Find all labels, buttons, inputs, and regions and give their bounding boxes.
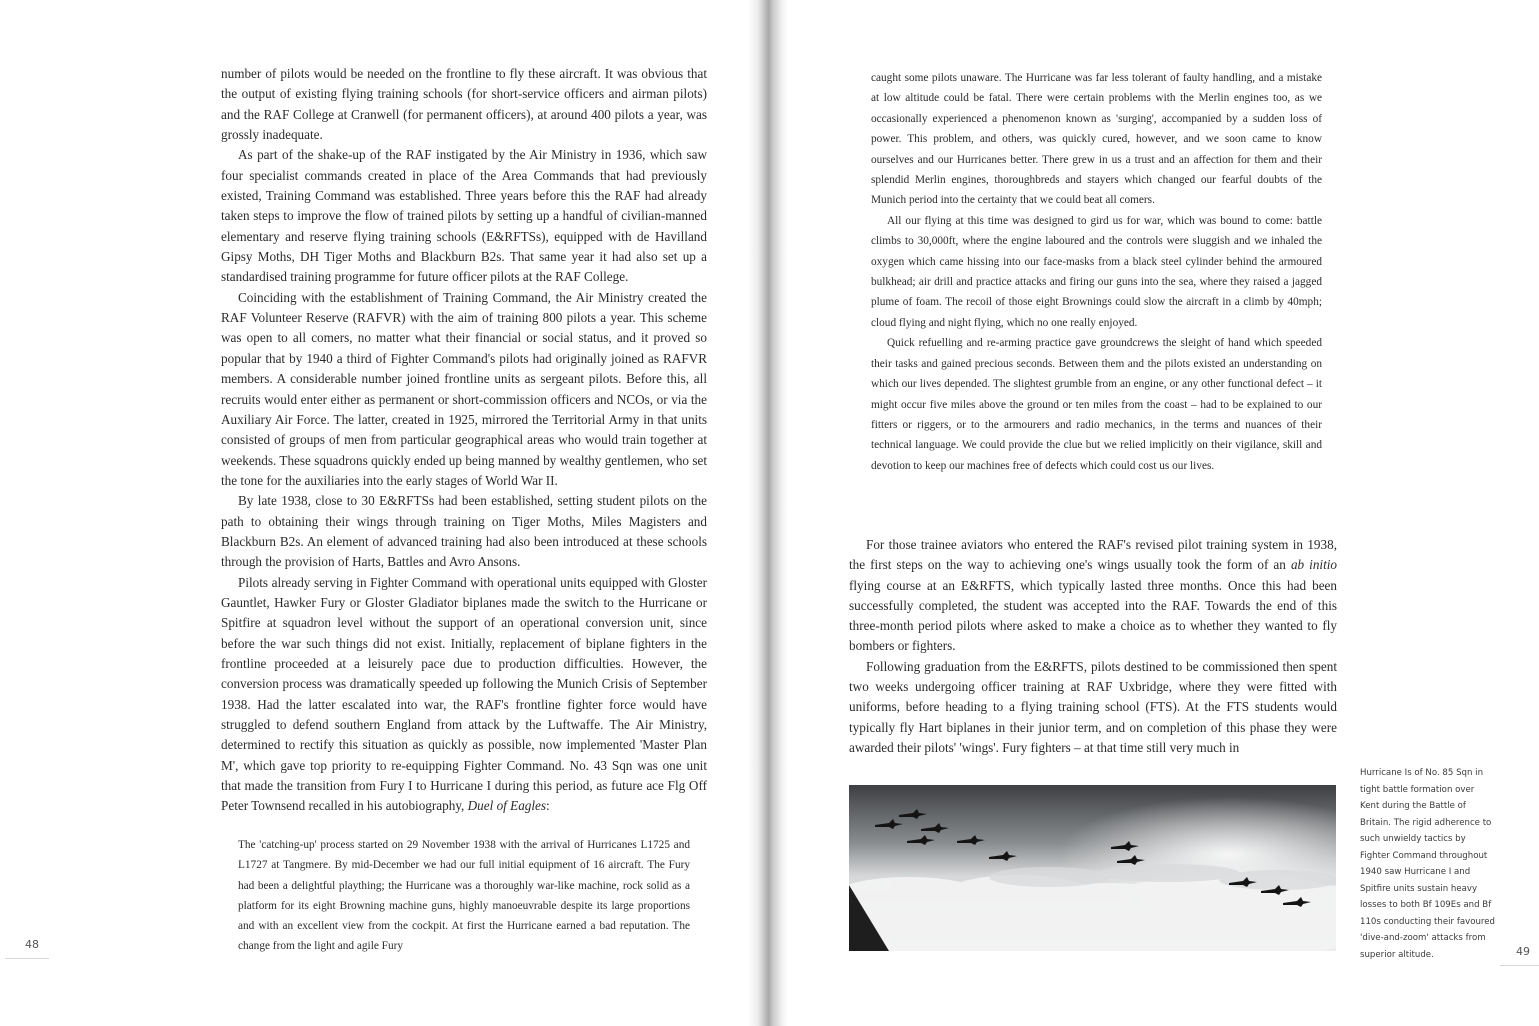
right-body-text [849,535,1337,758]
page-number-left: 48 [25,938,39,951]
book-title-suffix: : [546,798,550,814]
photo-caption: Hurricane Is of No. 85 Sqn in tight battle formation over Kent during the Battle of Britain. The rigid adherence to such unwieldy tactics by Fighter Command throughout 1940 saw Hurricane I and Spitfire units sustain heavy losses to both Bf 109Es and Bf 110s conducting their favoured 'dive-and-zoom' attacks from superior altitude. [1360,768,1495,960]
quote-paragraph: caught some pilots unaware. The Hurricane was far less tolerant of faulty handling, and a mistake at low altitude could be fatal. There were certain problems with the Merlin engines too, as we occasionally experienced a phenomenon known as 'surging', accompanied by a sudden loss of power. This problem, and others, was quickly cured, however, and we soon came to know ourselves and our Hurricanes better. There grew in us a trust and an affection for them and their splendid Merlin engines, thoroughbreds and stayers which changed our fearful doubts of the Munich period into the certainty that we could beat all comers. [871,72,1322,207]
photo-illustration [849,785,1336,951]
italic-term: ab initio [1290,557,1338,573]
left-body-text [221,64,707,817]
book-title: Duel of Eagles [467,798,547,814]
quote-paragraph: The 'catching-up' process started on 29 November 1938 with the arrival of Hurricanes L1725 and L1727 at Tangmere. By mid-December we had our full initial equipment of 16 aircraft. The Fury had been a delightful plaything; the Hurricane was a thoroughly war-like machine, rock solid as a platform for its eight Browning machine guns, highly manoeuvrable despite its large proportions and with an excellent view from the cockpit. At first the Hurricane earned a bad reputation. The change from the light and agile Fury [238,839,690,953]
body-paragraph: As part of the shake-up of the RAF instigated by the Air Ministry in 1936, which saw four specialist commands created in place of the Area Commands that had previously existed, Training Command was established. Three years before this the RAF had already taken steps to improve the flow of trained pilots by setting up a handful of civilian-manned elementary and reserve flying training schools (E&RFTSs), equipped with de Havilland Gipsy Moths, DH Tiger Moths and Blackburn B2s. That same year it had also set up a standardised training programme for future officer pilots at the RAF College. [221,147,707,285]
body-paragraph: number of pilots would be needed on the frontline to fly these aircraft. It was obvious that the output of existing flying training schools (for short-service officers and airman pilots) and the RAF College at Cranwell (for permanent officers), at around 400 pilots a year, was grossly inadequate. [221,66,707,143]
body-paragraph [849,535,1337,657]
right-block-quote [871,68,1322,476]
body-text-run: flying course at an E&RFTS, which typically lasted three months. Once this had been successfully completed, the student was accepted into the RAF. Towards the end of this three-month period pilots where asked to make a choice as to whether they wanted to fly bombers or fighters. [849,577,1337,654]
quote-paragraph: Quick refuelling and re-arming practice gave groundcrews the sleight of hand which speeded their tasks and gained precious seconds. Between them and the pilots existed an understanding on which our lives depended. The slightest grumble from an engine, or any other functional defect – it might occur five miles above the ground or ten miles from the coast – had to be explained to our fitters or riggers, or to the armourers and radio mechanics, in the terms and nuances of their technical language. We could provide the clue but we relied implicitly on their vigilance, skill and devotion to keep our machines free of defects which could cost us our lives. [871,337,1322,472]
body-text-run: For those trainee aviators who entered the RAF's revised pilot training system in 1938, the first steps on the way to achieving one's wings usually took the form of an [849,537,1337,573]
hurricane-formation-photo [849,785,1336,951]
folio-rule-left [5,958,49,959]
page-number-right: 49 [1516,945,1530,958]
body-paragraph: Pilots already serving in Fighter Command with operational units equipped with Gloster Gauntlet, Hawker Fury or Gloster Gladiator biplanes made the switch to the Hurricane or Spitfire at squadron level without the support of an operational conversion unit, since before the war such things did not exist. Initially, replacement of biplane fighters in the frontline proceeded at a leisurely pace due to production difficulties. However, the conversion process was dramatically speeded up following the Munich Crisis of September 1938. Had the latter escalated into war, the RAF's frontline fighter force would have struggled to defend southern England from attack by the Luftwaffe. The Air Ministry, determined to rectify this situation as quickly as possible, now implemented 'Master Plan M', which gave top priority to re-equipping Fighter Command. No. 43 Sqn was one unit that made the transition from Fury I to Hurricane I during this period, as future ace Flg Off Peter Townsend recalled in his autobiography, [221,574,707,814]
book-gutter [748,0,788,1026]
folio-rule-right [1500,965,1539,966]
body-paragraph: By late 1938, close to 30 E&RFTSs had been established, setting student pilots on the path to obtaining their wings through training on Tiger Moths, Miles Magisters and Blackburn B2s. An element of advanced training had also been introduced at these schools through the provision of Harts, Battles and Avro Ansons. [221,493,707,570]
left-block-quote [238,835,690,957]
body-paragraph-with-title [221,573,707,817]
quote-paragraph: All our flying at this time was designed to gird us for war, which was bound to come: battle climbs to 30,000ft, where the engine laboured and the controls were sluggish and we inhaled the oxygen which came hissing into our face-masks from a black steel cylinder behind the armoured bulkhead; air drill and practice attacks and firing our guns into the sea, where they raised a jagged plume of foam. The recoil of those eight Brownings could slow the aircraft in a climb by 40mph; cloud flying and night flying, which no one really enjoyed. [871,214,1322,329]
body-paragraph: Following graduation from the E&RFTS, pilots destined to be commissioned then spent two weeks undergoing officer training at RAF Uxbridge, where they were fitted with uniforms, before heading to a flying training school (FTS). At the FTS students would typically fly Hart biplanes in their junior term, and on completion of this phase they were awarded their pilots' 'wings'. Fury fighters – at that time still very much in [849,658,1337,755]
body-paragraph: Coinciding with the establishment of Training Command, the Air Ministry created the RAF Volunteer Reserve (RAFVR) with the aim of training 800 pilots a year. This scheme was open to all comers, no matter what their financial or social status, and it proved so popular that by 1940 a third of Fighter Command's pilots had originally joined as RAFVR members. A considerable number joined frontline units as sergeant pilots. Before this, all recruits would enter either as permanent or short-commission officers and NCOs, or via the Auxiliary Air Force. The latter, created in 1925, mirrored the Territorial Army in that units consisted of groups of men from particular geographical areas who would train together at weekends. These squadrons quickly ended up being manned by wealthy gentlemen, who set the tone for the auxiliaries into the early stages of World War II. [221,289,707,488]
